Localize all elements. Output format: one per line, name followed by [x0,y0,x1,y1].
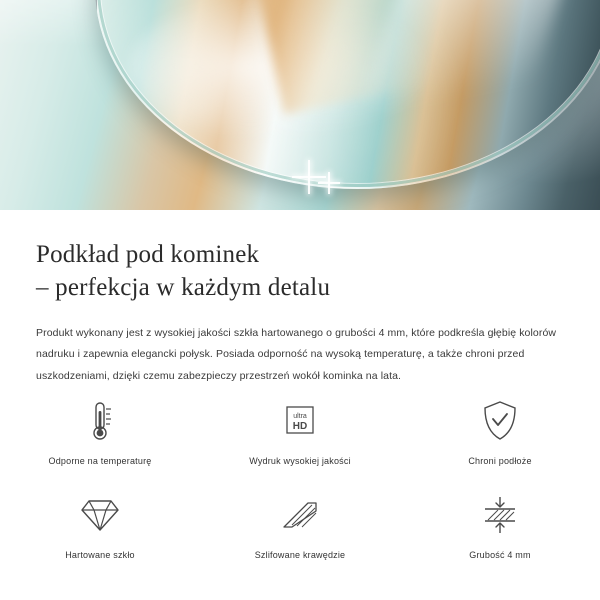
headline-line-2: – perfekcja w każdym detalu [36,274,331,302]
page-title [36,238,600,305]
shield-check-icon [479,398,521,444]
feature-temperature [0,398,200,466]
feature-surface-protection [400,398,600,466]
thickness-arrows-icon [478,492,522,538]
feature-label: Wydruk wysokiej jakości [249,456,351,466]
feature-print-quality [200,398,400,466]
svg-text:ultra: ultra [293,413,307,420]
polished-edges-icon [278,492,322,538]
feature-thickness [400,492,600,560]
headline-line-1: Podkład pod kominek [36,241,260,268]
feature-label: Chroni podłoże [468,456,532,466]
feature-label: Hartowane szkło [65,550,135,560]
feature-label: Odporne na temperaturę [48,456,152,466]
thermometer-icon [80,398,120,444]
svg-text:HD: HD [292,421,308,432]
diamond-icon [77,492,123,538]
feature-grid [0,398,600,560]
feature-label: Grubość 4 mm [469,550,531,560]
text-content [0,210,600,387]
body-paragraph: Produkt wykonany jest z wysokiej jakości szkła hartowanego o grubości 4 mm, które podkreśla głębię kolorów nadruku i zapewnia elegancki połysk. Posiada odporność na wysoką temperaturę, a także chroni przed uszkodzeniami, dzięki czemu zabezpieczy przestrzeń wokół kominka na lata. [36,326,557,382]
feature-polished-edges [200,492,400,560]
ultra-hd-icon [278,398,322,444]
hero-image [0,0,600,210]
feature-tempered-glass [0,492,200,560]
feature-label: Szlifowane krawędzie [254,550,346,560]
